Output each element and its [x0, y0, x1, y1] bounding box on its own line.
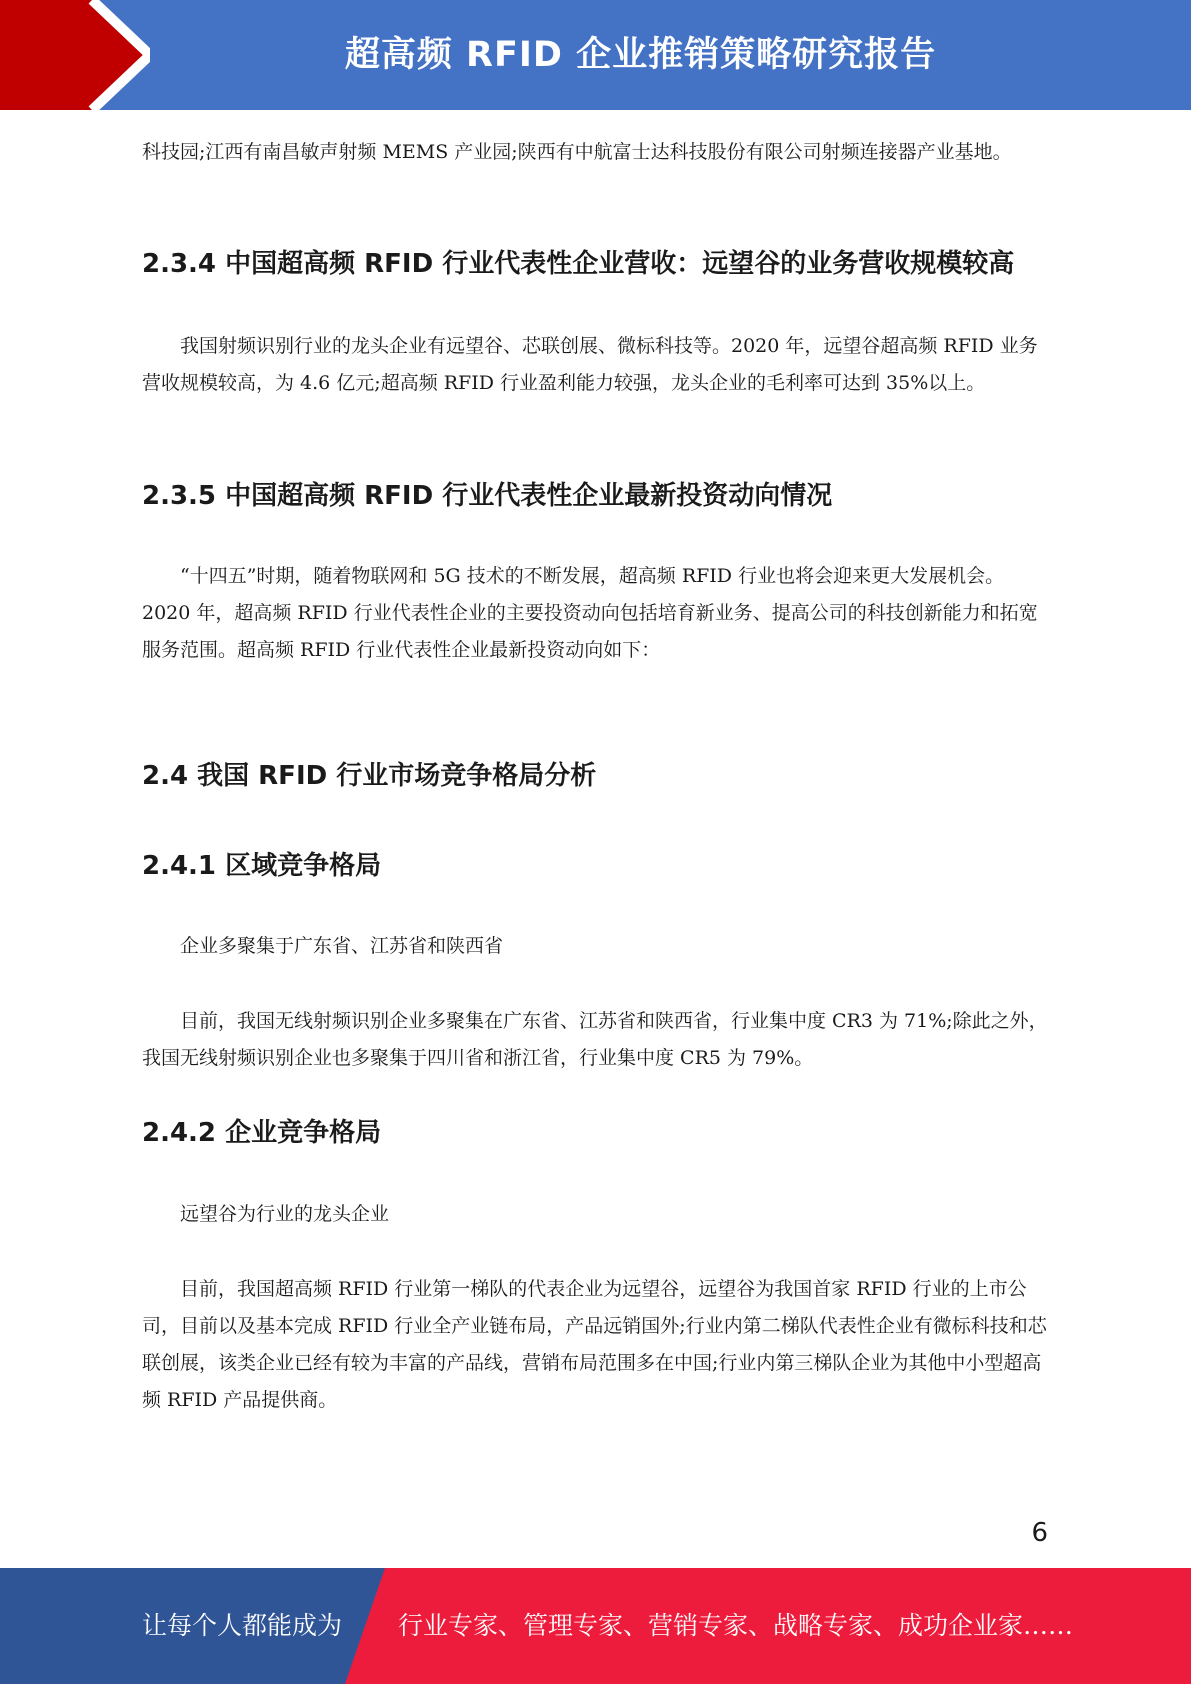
page-number: 6: [1031, 1518, 1048, 1548]
footer-slogan-left: 让每个人都能成为: [142, 1611, 343, 1640]
report-title: 超高频 RFID 企业推销策略研究报告: [344, 35, 937, 75]
page-header: [0, 0, 1191, 110]
paragraph-2-4-1: 目前，我国无线射频识别企业多聚集在广东省、江苏省和陕西省，行业集中度 CR3 为 71%;除此之外，我国无线射频识别企业也多聚集于四川省和浙江省，行业集中度 CR5 为 79%。: [142, 1010, 1048, 1069]
heading-2-3-4: 2.3.4 中国超高频 RFID 行业代表性企业营收：远望谷的业务营收规模较高: [142, 249, 1015, 279]
footer-slogan-right: 行业专家、管理专家、营销专家、战略专家、成功企业家……: [398, 1611, 1074, 1640]
paragraph-2-3-4: 我国射频识别行业的龙头企业有远望谷、芯联创展、微标科技等。2020 年，远望谷超高频 RFID 业务营收规模较高，为 4.6 亿元;超高频 RFID 行业盈利能力较强，龙头企业的毛利率可达到 35%以上。: [142, 335, 1038, 394]
page-footer: [0, 1568, 1191, 1684]
paragraph-2-4-2-summary: 远望谷为行业的龙头企业: [180, 1203, 390, 1225]
heading-2-4: 2.4 我国 RFID 行业市场竞争格局分析: [142, 761, 597, 791]
paragraph-2-4-1-summary: 企业多聚集于广东省、江苏省和陕西省: [180, 935, 504, 957]
heading-2-3-5: 2.3.5 中国超高频 RFID 行业代表性企业最新投资动向情况: [142, 481, 833, 511]
heading-2-4-2: 2.4.2 企业竞争格局: [142, 1118, 382, 1148]
paragraph-intro: 科技园;江西有南昌敏声射频 MEMS 产业园;陕西有中航富士达科技股份有限公司射频连接器产业基地。: [142, 141, 1012, 163]
heading-2-4-1: 2.4.1 区域竞争格局: [142, 851, 382, 881]
header-red-arrow: [0, 0, 150, 110]
paragraph-2-4-2: 目前，我国超高频 RFID 行业第一梯队的代表企业为远望谷，远望谷为我国首家 RFID 行业的上市公司，目前以及基本完成 RFID 行业全产业链布局，产品远销国外;行业内第二梯队代表性企业有微标科技和芯联创展，该类企业已经有较为丰富的产品线，营销布局范围多在中国;行业内第三梯队企业为其他中小型超高频 RFID 产品提供商。: [142, 1278, 1047, 1411]
paragraph-2-3-5: “十四五”时期，随着物联网和 5G 技术的不断发展，超高频 RFID 行业也将会迎来更大发展机会。2020 年，超高频 RFID 行业代表性企业的主要投资动向包括培育新业务、提高公司的科技创新能力和拓宽服务范围。超高频 RFID 行业代表性企业最新投资动向如下：: [142, 565, 1038, 661]
